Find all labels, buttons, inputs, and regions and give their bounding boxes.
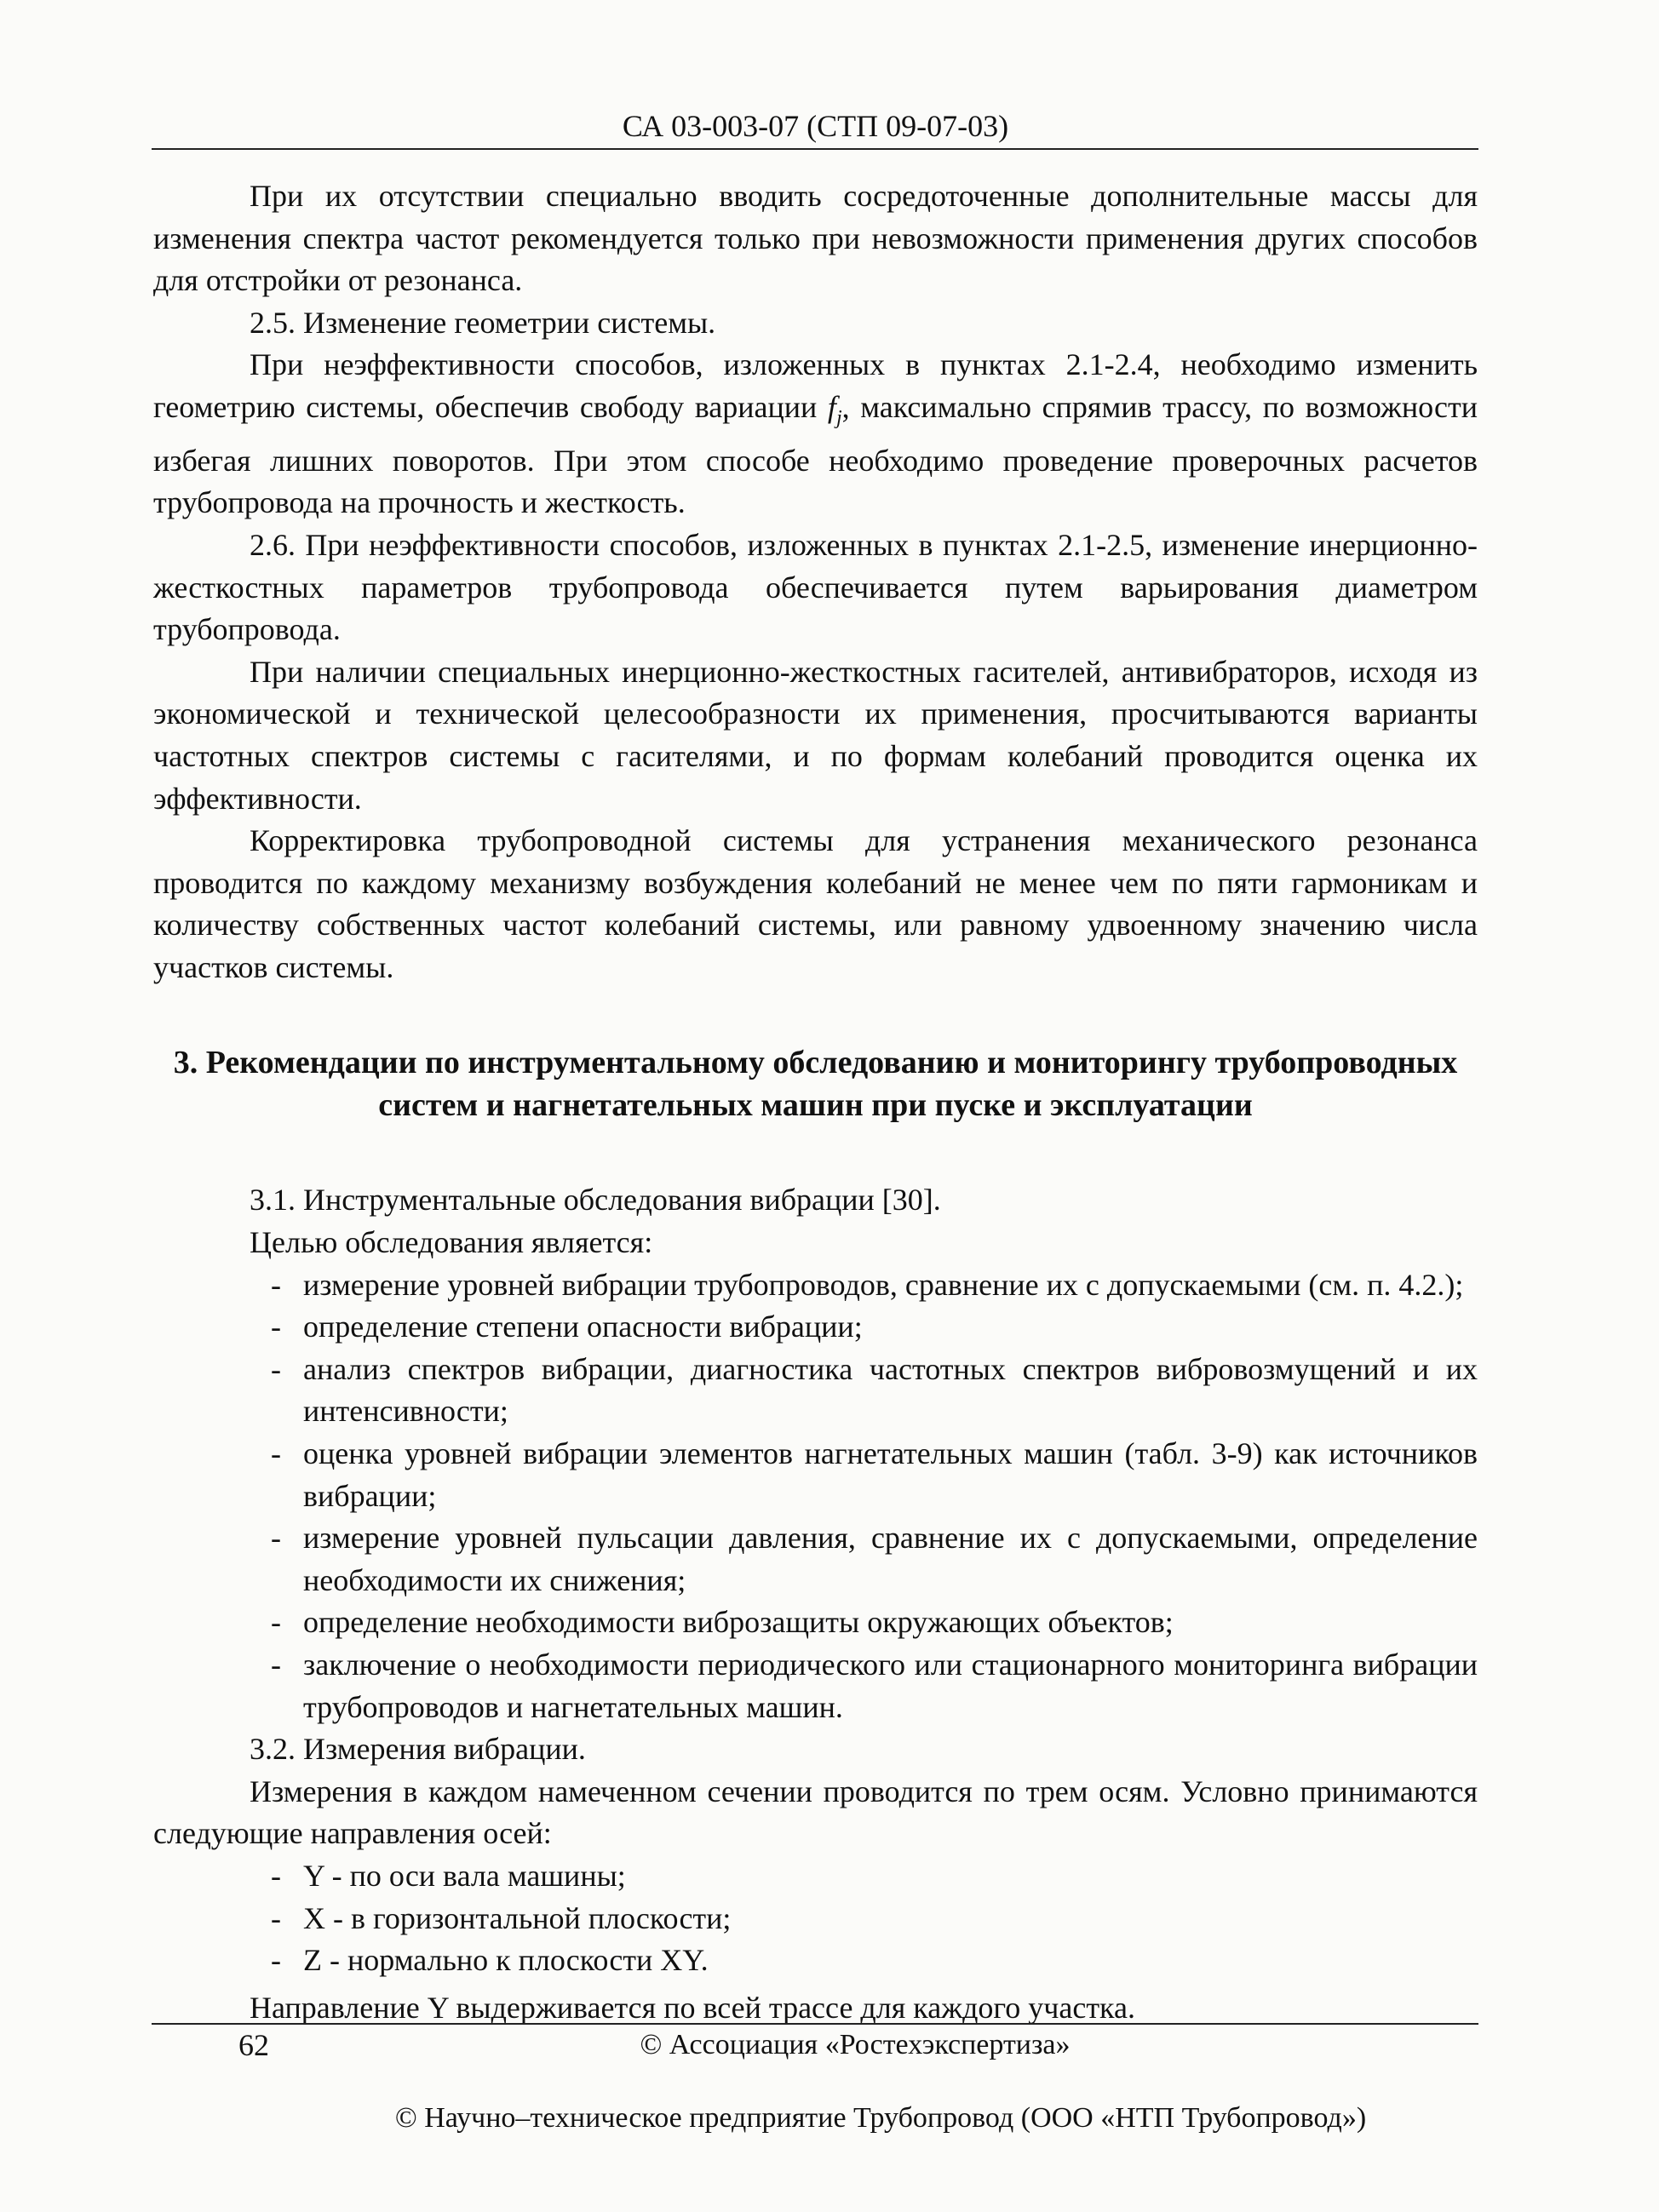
list-item bbox=[153, 1602, 1478, 1644]
footer-association: © Ассоциация «Ростехэкспертиза» bbox=[640, 2029, 1071, 2060]
paragraph-geometry bbox=[153, 344, 1478, 524]
paragraph-goal-intro: Целью обследования является: bbox=[250, 1225, 653, 1260]
page-number: 62 bbox=[238, 2028, 269, 2062]
list-item-text: Z - нормально к плоскости XY. bbox=[303, 1943, 709, 1978]
list-item-text: измерение уровней вибрации трубопроводов, сравнение их с допускаемыми (см. п. 4.2.); bbox=[303, 1267, 1464, 1302]
list-item-text: определение степени опасности вибрации; bbox=[303, 1309, 863, 1344]
list-dash: - bbox=[271, 1267, 281, 1302]
document-code-header: СА 03-003-07 (СТП 09-07-03) bbox=[622, 109, 1009, 143]
list-item bbox=[153, 1855, 1478, 1898]
paragraph-3-1: 3.1. Инструментальные обследования вибрации [30]. bbox=[250, 1183, 941, 1218]
paragraph-geometry-text-a: При неэффективности способов, изложенных в пунктах 2.1-2.4, необходимо изменить геометрию системы, обеспечив свободу вариации bbox=[153, 347, 1478, 424]
list-dash: - bbox=[271, 1309, 281, 1344]
list-dash: - bbox=[271, 1605, 281, 1640]
list-item-text: оценка уровней вибрации элементов нагнетательных машин (табл. 3-9) как источников вибрации; bbox=[303, 1436, 1478, 1513]
paragraph-dampers: При наличии специальных инерционно-жесткостных гасителей, антивибраторов, исходя из экономической и технической целесообразности их применения, просчитываются варианты частотных спектров системы с гасителями, и по формам колебаний проводится оценка их эффективности. bbox=[153, 654, 1478, 816]
paragraph-2-6: 2.6. При неэффективности способов, изложенных в пунктах 2.1-2.5, изменение инерционно-жесткостных параметров трубопровода обеспечивается путем варьирования диаметром трубопровода. bbox=[153, 527, 1478, 647]
footer-enterprise: © Научно–техническое предприятие Трубопровод (ООО «НТП Трубопровод») bbox=[394, 2102, 1367, 2134]
variation-subscript: j bbox=[835, 407, 842, 430]
list-item-text: Y - по оси вала машины; bbox=[303, 1858, 626, 1893]
document-body bbox=[153, 175, 1478, 2029]
list-dash: - bbox=[271, 1858, 281, 1893]
footer-rule bbox=[152, 2023, 1478, 2025]
list-item bbox=[153, 1306, 1478, 1349]
paragraph-geometry-text-b: , максимально спрямив трассу, по возможности избегая лишних поворотов. При этом способе необходимо проведение проверочных расчетов трубопровода на прочность и жесткость. bbox=[153, 389, 1478, 520]
axes-list bbox=[153, 1855, 1478, 1982]
goals-list bbox=[153, 1264, 1478, 1729]
list-dash: - bbox=[271, 1648, 281, 1682]
list-item bbox=[153, 1433, 1478, 1517]
list-item bbox=[153, 1644, 1478, 1728]
list-dash: - bbox=[271, 1436, 281, 1471]
list-item-text: измерение уровней пульсации давления, сравнение их с допускаемыми, определение необходимости их снижения; bbox=[303, 1521, 1478, 1597]
list-item bbox=[153, 1940, 1478, 1982]
variation-symbol: f bbox=[827, 389, 836, 424]
paragraph-3-2: 3.2. Измерения вибрации. bbox=[250, 1732, 586, 1767]
list-item-text: определение необходимости виброзащиты окружающих объектов; bbox=[303, 1605, 1174, 1640]
list-item-text: заключение о необходимости периодического или стационарного мониторинга вибрации трубопроводов и нагнетательных машин. bbox=[303, 1648, 1478, 1724]
list-dash: - bbox=[271, 1900, 281, 1935]
paragraph-axes-intro: Измерения в каждом намеченном сечении проводится по трем осям. Условно принимаются следующие направления осей: bbox=[153, 1774, 1478, 1851]
list-item-text: анализ спектров вибрации, диагностика частотных спектров вибровозмущений и их интенсивности; bbox=[303, 1351, 1478, 1429]
list-item bbox=[153, 1517, 1478, 1602]
section-3-title: 3. Рекомендации по инструментальному обследованию и мониторингу трубопроводных систем и нагнетательных машин при пуске и эксплуатации bbox=[173, 1045, 1458, 1124]
paragraph-2-5: 2.5. Изменение геометрии системы. bbox=[250, 305, 716, 340]
list-item bbox=[153, 1349, 1478, 1433]
list-dash: - bbox=[271, 1351, 281, 1386]
header-rule bbox=[152, 148, 1478, 150]
list-dash: - bbox=[271, 1943, 281, 1978]
list-item-text: X - в горизонтальной плоскости; bbox=[303, 1900, 732, 1935]
paragraph-correction: Корректировка трубопроводной системы для устранения механического резонанса проводится по каждому механизму возбуждения колебаний не менее чем по пяти гармоникам и количеству собственных частот колебаний системы, или равному удвоенному значению числа участков системы. bbox=[153, 823, 1478, 984]
list-dash: - bbox=[271, 1521, 281, 1556]
list-item bbox=[153, 1898, 1478, 1940]
list-item bbox=[153, 1264, 1478, 1307]
section-3-heading bbox=[153, 1041, 1478, 1126]
paragraph-masses: При их отсутствии специально вводить сосредоточенные дополнительные массы для изменения спектра частот рекомендуется только при невозможности применения других способов для отстройки от резонанса. bbox=[153, 179, 1478, 298]
paragraph-direction: Направление Y выдерживается по всей трассе для каждого участка. bbox=[250, 1990, 1135, 2025]
